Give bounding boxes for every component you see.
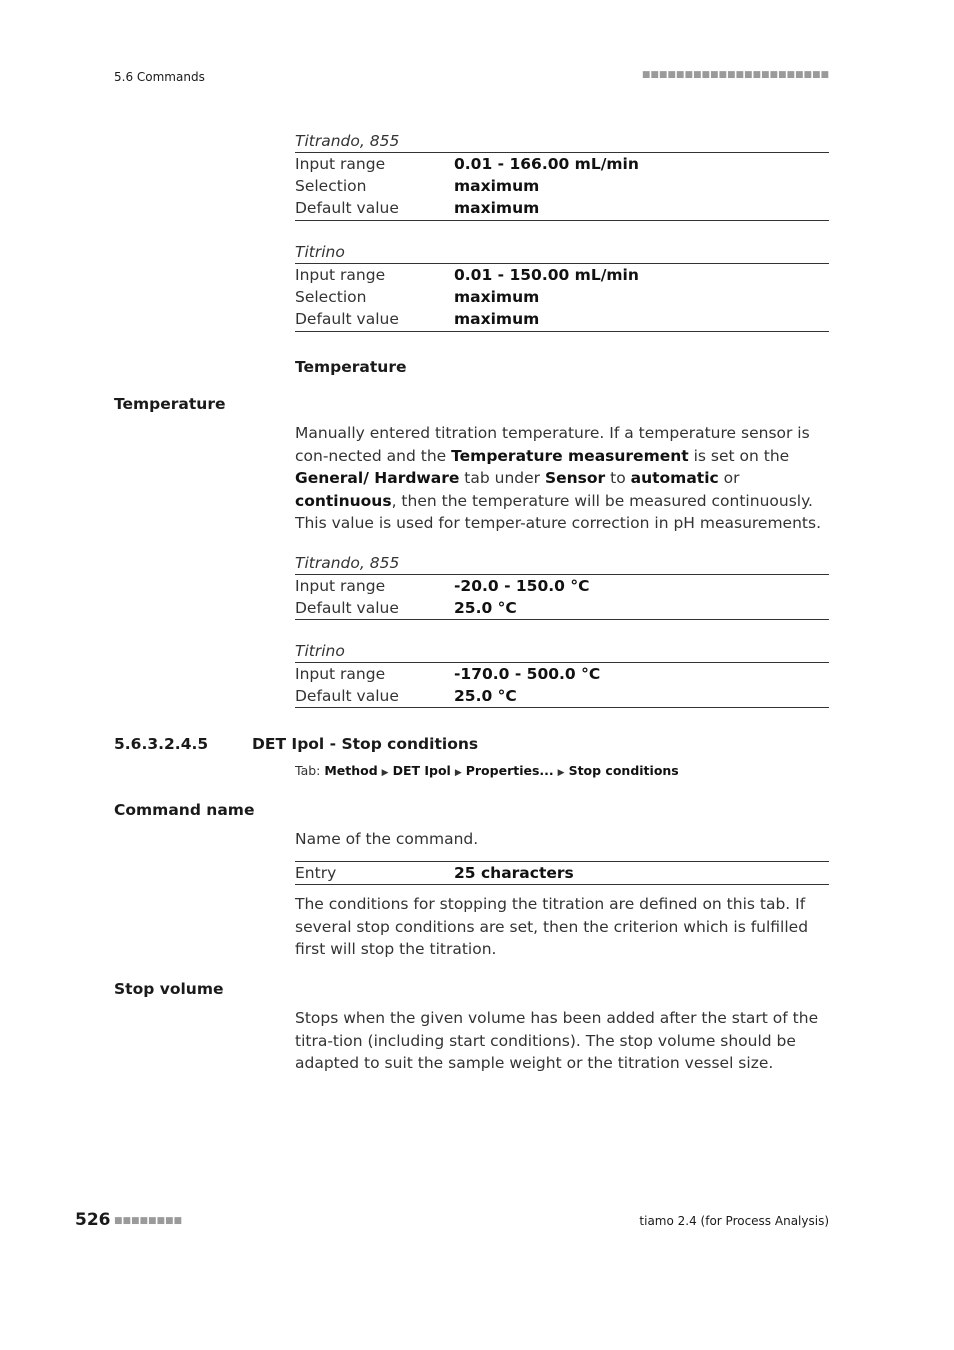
param-table-titrando-rate xyxy=(295,130,829,221)
command-name-description: Name of the command. xyxy=(295,830,479,848)
arrow-right-icon: ▶ xyxy=(557,768,565,778)
table-row: Input range 0.01 - 150.00 mL/min xyxy=(295,266,639,284)
page-number: 526 xyxy=(75,1210,111,1230)
param-table-command-name xyxy=(295,861,829,885)
param-label-temperature: Temperature xyxy=(114,395,226,413)
footer-decorative-dots: ■■■■■■■■ xyxy=(114,1216,183,1226)
table-caption: Titrino xyxy=(295,243,345,261)
table-row: Selection maximum xyxy=(295,177,540,196)
tab-path-breadcrumb: Tab: Method ▶ DET Ipol ▶ Properties... ▶ Stop conditions xyxy=(295,763,679,778)
stop-conditions-intro: The conditions for stopping the titration are defined on this tab. If several stop conditions are set, then the criterion which is fulfilled first will stop the titration. xyxy=(295,895,809,958)
table-row: Selection maximum xyxy=(295,288,540,307)
header-decorative-dots: ■■■■■■■■■■■■■■■■■■■■■■ xyxy=(641,70,829,80)
param-table-titrino-rate xyxy=(295,241,829,332)
section-title: DET Ipol - Stop conditions xyxy=(252,735,479,753)
footer-product-name: tiamo 2.4 (for Process Analysis) xyxy=(639,1214,829,1228)
temperature-description: Manually entered titration temperature. If a temperature sensor is con-nected and the Temperature measurement is set on the General/ Hardware tab under Sensor to automatic or continuous, then the temperature will be measured continuously. This value is used for temper-ature correction in pH measurements. xyxy=(295,424,822,532)
table-row: Entry 25 characters xyxy=(295,864,574,882)
table-row: Default value 25.0 °C xyxy=(295,687,517,706)
table-row: Input range -20.0 - 150.0 °C xyxy=(295,577,590,595)
table-row: Input range -170.0 - 500.0 °C xyxy=(295,665,601,683)
param-table-titrino-temperature xyxy=(295,640,829,708)
table-caption: Titrando, 855 xyxy=(295,132,400,150)
running-header-section: 5.6 Commands xyxy=(114,70,205,84)
table-row: Input range 0.01 - 166.00 mL/min xyxy=(295,155,639,173)
table-row: Default value maximum xyxy=(295,199,540,218)
table-caption: Titrino xyxy=(295,642,345,660)
table-row: Default value 25.0 °C xyxy=(295,599,517,618)
param-label-stop-volume: Stop volume xyxy=(114,980,224,998)
subheading-temperature: Temperature xyxy=(295,358,407,376)
arrow-right-icon: ▶ xyxy=(454,768,462,778)
section-number: 5.6.3.2.4.5 xyxy=(114,735,209,753)
param-label-command-name: Command name xyxy=(114,801,255,819)
table-caption: Titrando, 855 xyxy=(295,554,400,572)
table-row: Default value maximum xyxy=(295,310,540,329)
stop-volume-description: Stops when the given volume has been added after the start of the titra-tion (including start conditions). The stop volume should be adapted to suit the sample weight or the titration vessel size. xyxy=(295,1009,819,1072)
param-table-titrando-temperature xyxy=(295,552,829,620)
arrow-right-icon: ▶ xyxy=(381,768,389,778)
